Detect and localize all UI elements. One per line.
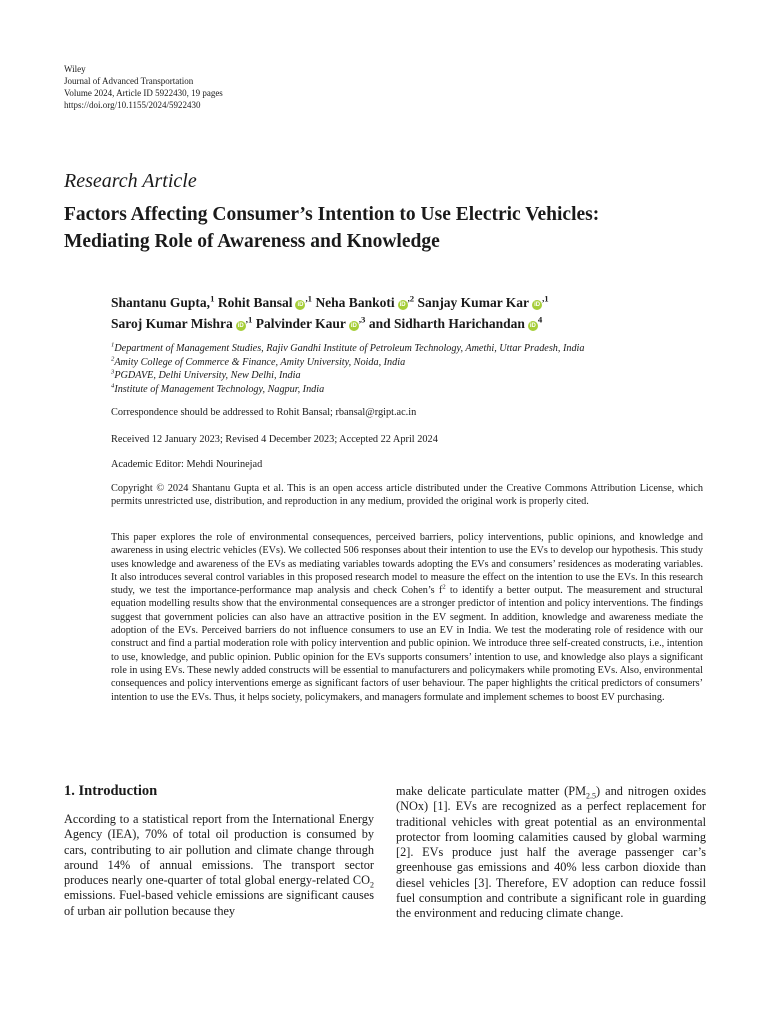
author-name[interactable]: Palvinder Kaur	[255, 316, 346, 331]
author-affil-ref: ,1	[305, 293, 313, 304]
abstract: This paper explores the role of environmental consequences, perceived barriers, policy interventions, public opinions, and knowledge and awareness in using electric vehicles (EVs). We collected 506 responses about their intention to use the EVs to develop our hypothesis. This study uses knowledge and awareness of the EVs as mediating variables towards adopting the EVs and consumers’ residences as moderating variables. It also introduces several control variables in this proposed research model to measure the effect on the intention to use the EVs. In this research study, we test the importance-performance map analysis and check Cohen’s $f^2$ to identify a better output. The measurement and structural equation modelling results show that the environmental consequences are a stronger predictor of intention and policy interventions. The findings suggest that government policies can also have an attractive position in the EV segment. In addition, knowledge and awareness mediate the adoption of the EVs. Perceived barriers do not influence consumers to use an EV in India. We test the moderating role of residence with our construct and find a partial moderation role with policy intervention and public opinion. We introduce three self-created constructs, i.e., intention to use, knowledge, and public opinion. Public opinion for the EVs supports consumers’ intention to use, and knowledge also plays a significant role in using EVs. These newly added constructs will be essential to manufacturers and policymakers while promoting EVs. Also, environmental consequences and policy interventions emerge as significant factors of user behaviour. The paper highlights the critical predictors of consumers’ intention to use the EVs. Thus, it helps society, policymakers, and managers formulate and implement schemes to boost EV purchasing.	[111, 532, 703, 703]
affiliation-1: $^1$Department of Management Studies, Rajiv Gandhi Institute of Petroleum Technology, Amethi, Uttar Pradesh, India	[111, 341, 585, 354]
intro-column-right: make delicate particulate matter $(PM_{2.5})$ and nitrogen oxides (NOx) [1]. EVs are recognized as a perfect replacement for traditional vehicles with great potential as an environmental protector from looming calamities caused by global warming [2]. EVs produce just half the average passenger car’s greenhouse gas emissions and 40% less carbon dioxide than diesel vehicles [3]. Therefore, EV adoption can reduce fossil fuel consumption and contribute a significant role in guarding the environment and reducing climate change.	[396, 784, 706, 921]
author-affil-ref: ,2	[407, 293, 415, 304]
author-name[interactable]: Saroj Kumar Mishra	[111, 316, 233, 331]
paper-title	[64, 201, 724, 255]
author-list	[111, 292, 549, 334]
affiliation-2: $^2$Amity College of Commerce & Finance, Amity University, Noida, India	[111, 355, 406, 368]
doi-link[interactable]: https://doi.org/10.1155/2024/5922430	[64, 100, 201, 110]
title-line-1: Factors Affecting Consumer’s Intention to Use Electric Vehicles:	[64, 204, 600, 225]
copyright-notice: Copyright © 2024 Shantanu Gupta et al. This is an open access article distributed under the Creative Commons Attribution License, which permits unrestricted use, distribution, and reproduction in any medium, provided the original work is properly cited.	[111, 483, 703, 508]
journal-header	[64, 63, 223, 111]
orcid-icon[interactable]: iD	[529, 323, 536, 329]
orcid-icon[interactable]: iD	[399, 302, 406, 308]
author-name[interactable]: Sanjay Kumar Kar	[417, 295, 530, 310]
author-affil-ref: ,3	[358, 314, 366, 325]
publisher-name: Wiley	[64, 64, 86, 74]
journal-name: Journal of Advanced Transportation	[64, 76, 194, 86]
orcid-icon[interactable]: iD	[534, 302, 541, 308]
author-name[interactable]: Shantanu Gupta,	[111, 295, 211, 310]
orcid-icon[interactable]: iD	[350, 323, 357, 329]
author-name[interactable]: Rohit Bansal	[217, 295, 293, 310]
author-affil-ref: 1	[210, 293, 215, 304]
title-line-2: Mediating Role of Awareness and Knowledge	[64, 231, 440, 252]
affiliation-4: $^4$Institute of Management Technology, Nagpur, India	[111, 382, 325, 395]
correspondence: Correspondence should be addressed to Rohit Bansal; rbansal@rgipt.ac.in	[111, 407, 417, 418]
section-heading: 1. Introduction	[64, 783, 158, 799]
author-affil-ref: ,1	[542, 293, 549, 304]
volume-info: Volume 2024, Article ID 5922430, 19 pages	[64, 88, 223, 98]
author-name[interactable]: and Sidharth Harichandan	[368, 316, 525, 331]
author-affil-ref: ,1	[245, 314, 253, 325]
received-dates: Received 12 January 2023; Revised 4 December 2023; Accepted 22 April 2024	[111, 434, 438, 445]
intro-column-left: According to a statistical report from the International Energy Agency (IEA), 70% of total oil production is consumed by cars, contributing to air pollution and climate change through around 14% of annual emissions. The transport sector produces nearly one-quarter of total global energy-related $CO_2$ emissions. Fuel-based vehicle emissions are significant causes of urban air pollution because they	[64, 812, 374, 918]
article-type: Research Article	[64, 170, 197, 192]
orcid-icon[interactable]: iD	[237, 323, 244, 329]
author-name[interactable]: Neha Bankoti	[315, 295, 395, 310]
author-line-2	[111, 313, 549, 334]
orcid-icon[interactable]: iD	[297, 302, 304, 308]
author-affil-ref: 4	[537, 314, 543, 325]
affiliation-3: $^3$PGDAVE, Delhi University, New Delhi, India	[111, 368, 301, 381]
author-line-1	[111, 292, 549, 313]
academic-editor: Academic Editor: Mehdi Nourinejad	[111, 459, 263, 470]
affiliations	[111, 342, 584, 396]
